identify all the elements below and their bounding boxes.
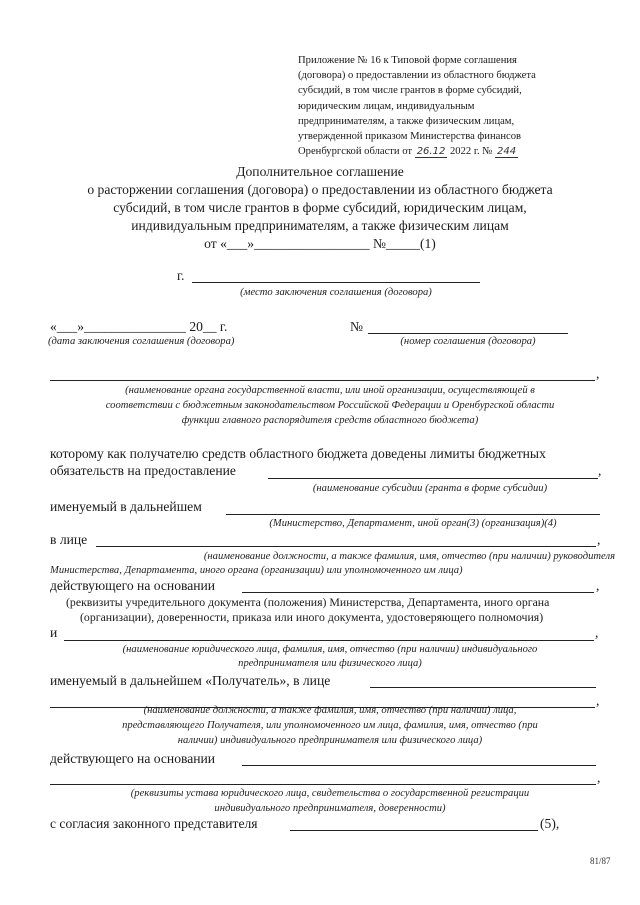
recipient-person-field[interactable] — [370, 687, 596, 688]
person-comma: , — [597, 532, 601, 547]
recipient-comma: , — [596, 693, 600, 708]
person-note-1: (наименование должности, а также фамилия, имя, отчество (при наличии) руководителя — [203, 551, 615, 562]
number-note: (номер соглашения (договора) — [400, 336, 536, 347]
header-line: предпринимателям, а также физическим лицам, — [298, 115, 515, 127]
basis2-note-1: (реквизиты устава юридического лица, свидетельства о государственной регистрации — [130, 788, 530, 799]
doc-title-line2: о расторжении соглашения (договора) о предоставлении из областного бюджета — [87, 182, 553, 197]
place-prefix: г. — [177, 268, 185, 283]
date-note: (дата заключения соглашения (договора) — [48, 336, 235, 347]
and-note-2: предпринимателя или физического лица) — [238, 658, 422, 669]
consent-prefix: с согласия законного представителя — [50, 816, 258, 831]
basis-field[interactable] — [242, 592, 594, 593]
consent-suffix: (5), — [540, 816, 560, 831]
header-line: Приложение № 16 к Типовой форме соглашения — [298, 55, 517, 66]
doc-title-line3: субсидий, в том числе грантов в форме субсидий, юридическим лицам, — [113, 200, 527, 215]
named-prefix: именуемый в дальнейшем — [50, 499, 202, 514]
and-prefix: и — [50, 625, 58, 640]
limits-line-1: которому как получателю средств областного бюджета доведены лимиты бюджетных — [50, 446, 546, 461]
basis2-prefix: действующего на основании — [50, 751, 216, 766]
number-prefix: № — [350, 319, 363, 334]
header-line: утвержденной приказом Министерства финансов — [298, 131, 522, 143]
named-field[interactable] — [226, 514, 600, 515]
recipient-note-2: представляющего Получателя, или уполномоченного им лица, фамилия, имя, отчество (при — [122, 720, 538, 731]
person-note-2: Министерства, Департамента, иного органа (организации) или уполномоченного им лица) — [50, 565, 463, 576]
basis-comma: , — [596, 578, 600, 593]
basis-prefix: действующего на основании — [50, 578, 216, 593]
agreement-date-field[interactable]: «___»_______________ 20__ г. — [50, 319, 228, 334]
page-number: 81/87 — [590, 856, 611, 866]
basis-note-2: (организации), доверенности, приказа или иного документа, удостоверяющего полномочия) — [80, 610, 544, 624]
authority-comma: , — [596, 366, 600, 381]
recipient-note-3: наличии) индивидуального предпринимателя или физического лица) — [177, 735, 483, 746]
authority-note-3: функции главного распорядителя средств областного бюджета) — [181, 415, 479, 426]
header-last-prefix: Оренбургской области от — [298, 146, 413, 158]
limits-comma: , — [598, 463, 602, 478]
and-note-1: (наименование юридического лица, фамилия, имя, отчество (при наличии) индивидуального — [122, 644, 538, 655]
basis2-comma: , — [597, 770, 601, 785]
handwritten-date: 26.12 — [416, 146, 446, 158]
authority-field[interactable] — [50, 380, 595, 381]
authority-note-2: соответствии с бюджетным законодательством Российской Федерации и Оренбургской области — [105, 400, 555, 411]
doc-title-line4: индивидуальным предпринимателям, а также физическим лицам — [131, 218, 509, 233]
limits-note: (наименование субсидии (гранта в форме субсидии) — [312, 483, 548, 494]
header-line: (договора) о предоставлении из областного бюджета — [298, 70, 536, 82]
person-prefix: в лице — [50, 532, 88, 547]
doc-title-line5: от «___»_________________ №_____(1) — [204, 236, 436, 251]
recipient-note-1: (наименование должности, а также фамилия, имя, отчество (при наличии) лица, — [143, 705, 517, 716]
basis2-field[interactable] — [242, 765, 596, 766]
place-field[interactable] — [192, 282, 480, 283]
legal-representative-field[interactable] — [290, 830, 538, 831]
header-line: юридическим лицам, индивидуальным — [298, 100, 475, 112]
handwritten-number: 244 — [497, 146, 517, 158]
recipient-prefix: именуемый в дальнейшем «Получатель», в лице — [50, 673, 331, 688]
limits-line-2: обязательств на предоставление — [50, 463, 236, 478]
and-comma: , — [595, 625, 599, 640]
authority-note-1: (наименование органа государственной власти, или иной организации, осуществляющей в — [125, 385, 535, 396]
recipient-name-field[interactable] — [64, 640, 594, 641]
person-field[interactable] — [96, 546, 596, 547]
header-line: субсидий, в том числе грантов в форме субсидий, — [298, 85, 522, 97]
place-note: (место заключения соглашения (договора) — [240, 287, 432, 298]
named-note: (Министерство, Департамент, иной орган(3) (организация)(4) — [269, 518, 557, 529]
doc-title: Дополнительное соглашение — [236, 164, 404, 179]
subsidy-name-field[interactable] — [268, 478, 598, 479]
basis2-field-2[interactable] — [50, 784, 596, 785]
basis-note-1: (реквизиты учредительного документа (положения) Министерства, Департамента, иного органа — [66, 595, 550, 609]
basis2-note-2: индивидуального предпринимателя, доверенности) — [214, 803, 446, 814]
header-year: 2022 г. № — [449, 146, 493, 158]
header-line-last — [298, 144, 578, 159]
appendix-header — [298, 53, 578, 159]
